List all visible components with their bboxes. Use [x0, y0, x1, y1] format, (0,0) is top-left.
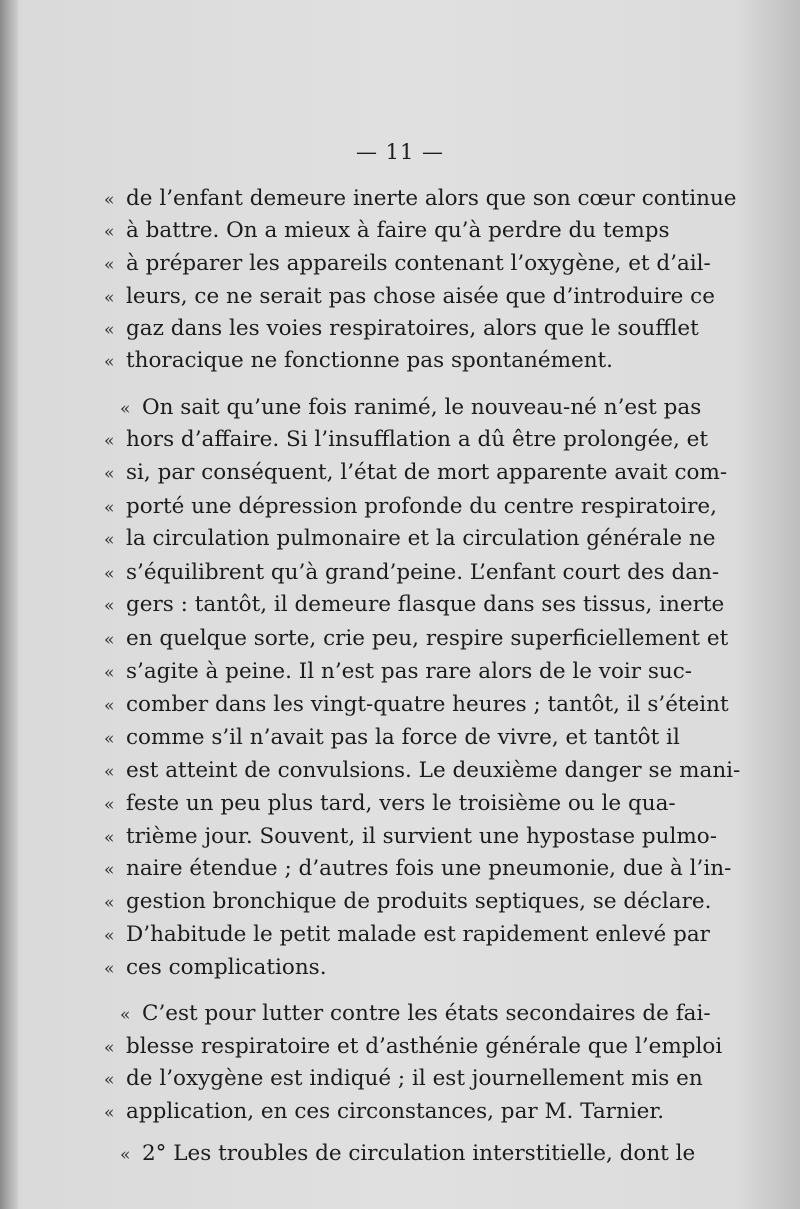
quote-mark: «: [104, 288, 115, 308]
quote-mark: «: [104, 222, 115, 242]
quote-mark: «: [104, 464, 115, 484]
text-line: « gaz dans les voies respiratoires, alors que le soufflet: [104, 316, 699, 341]
quote-mark: «: [104, 630, 115, 650]
text-line: « gestion bronchique de produits septiques, se déclare.: [104, 889, 712, 914]
quote-mark: «: [104, 498, 115, 518]
quote-mark: «: [104, 696, 115, 716]
quote-mark: «: [104, 320, 115, 340]
text-line: « si, par conséquent, l’état de mort apparente avait com-: [104, 460, 728, 485]
text-line: « la circulation pulmonaire et la circulation générale ne: [104, 526, 716, 551]
quote-mark: «: [104, 530, 115, 550]
text-line: « trième jour. Souvent, il survient une hypostase pulmo-: [104, 824, 717, 849]
text-line: « leurs, ce ne serait pas chose aisée que d’introduire ce: [104, 284, 715, 309]
text-line: « s’agite à peine. Il n’est pas rare alors de le voir suc-: [104, 659, 693, 684]
text-line: « comme s’il n’avait pas la force de vivre, et tantôt il: [104, 725, 680, 750]
text-line: « de l’enfant demeure inerte alors que son cœur continue: [104, 186, 737, 211]
page-gutter-shadow: [0, 0, 18, 1209]
text-line: « 2° Les troubles de circulation interstitielle, dont le: [120, 1141, 696, 1166]
quote-mark: «: [104, 729, 115, 749]
quote-mark: «: [120, 1005, 131, 1025]
quote-mark: «: [104, 1103, 115, 1123]
quote-mark: «: [104, 190, 115, 210]
text-line: « feste un peu plus tard, vers le troisième ou le qua-: [104, 791, 676, 816]
quote-mark: «: [104, 1070, 115, 1090]
quote-mark: «: [104, 255, 115, 275]
quote-mark: «: [104, 926, 115, 946]
text-line: « gers : tantôt, il demeure flasque dans ses tissus, inerte: [104, 592, 725, 617]
quote-mark: «: [104, 352, 115, 372]
quote-mark: «: [120, 399, 131, 419]
quote-mark: «: [104, 959, 115, 979]
quote-mark: «: [104, 431, 115, 451]
quote-mark: «: [120, 1145, 131, 1165]
quote-mark: «: [104, 663, 115, 683]
text-line: « est atteint de convulsions. Le deuxième danger se mani-: [104, 758, 741, 783]
text-line: « de l’oxygène est indiqué ; il est journellement mis en: [104, 1066, 703, 1091]
text-line: « à préparer les appareils contenant l’oxygène, et d’ail-: [104, 251, 711, 276]
text-line: « On sait qu’une fois ranimé, le nouveau-né n’est pas: [120, 395, 702, 420]
text-line: « blesse respiratoire et d’asthénie générale que l’emploi: [104, 1034, 723, 1059]
quote-mark: «: [104, 860, 115, 880]
text-line: « s’équilibrent qu’à grand’peine. L’enfant court des dan-: [104, 560, 720, 585]
quote-mark: «: [104, 596, 115, 616]
text-line: « D’habitude le petit malade est rapidement enlevé par: [104, 922, 710, 947]
page-number: — 11 —: [355, 140, 445, 164]
text-line: « hors d’affaire. Si l’insufflation a dû être prolongée, et: [104, 427, 709, 452]
text-line: « naire étendue ; d’autres fois une pneumonie, due à l’in-: [104, 856, 732, 881]
text-line: « porté une dépression profonde du centre respiratoire,: [104, 494, 717, 519]
text-line: « application, en ces circonstances, par M. Tarnier.: [104, 1099, 665, 1124]
quote-mark: «: [104, 564, 115, 584]
quote-mark: «: [104, 893, 115, 913]
quote-mark: «: [104, 762, 115, 782]
text-line: « en quelque sorte, crie peu, respire superficiellement et: [104, 626, 729, 651]
text-line: « à battre. On a mieux à faire qu’à perdre du temps: [104, 218, 670, 243]
quote-mark: «: [104, 828, 115, 848]
text-line: « ces complications.: [104, 955, 327, 980]
text-line: « comber dans les vingt-quatre heures ; tantôt, il s’éteint: [104, 692, 729, 717]
text-line: « thoracique ne fonctionne pas spontanément.: [104, 348, 614, 373]
quote-mark: «: [104, 795, 115, 815]
quote-mark: «: [104, 1038, 115, 1058]
text-line: « C’est pour lutter contre les états secondaires de fai-: [120, 1001, 711, 1026]
